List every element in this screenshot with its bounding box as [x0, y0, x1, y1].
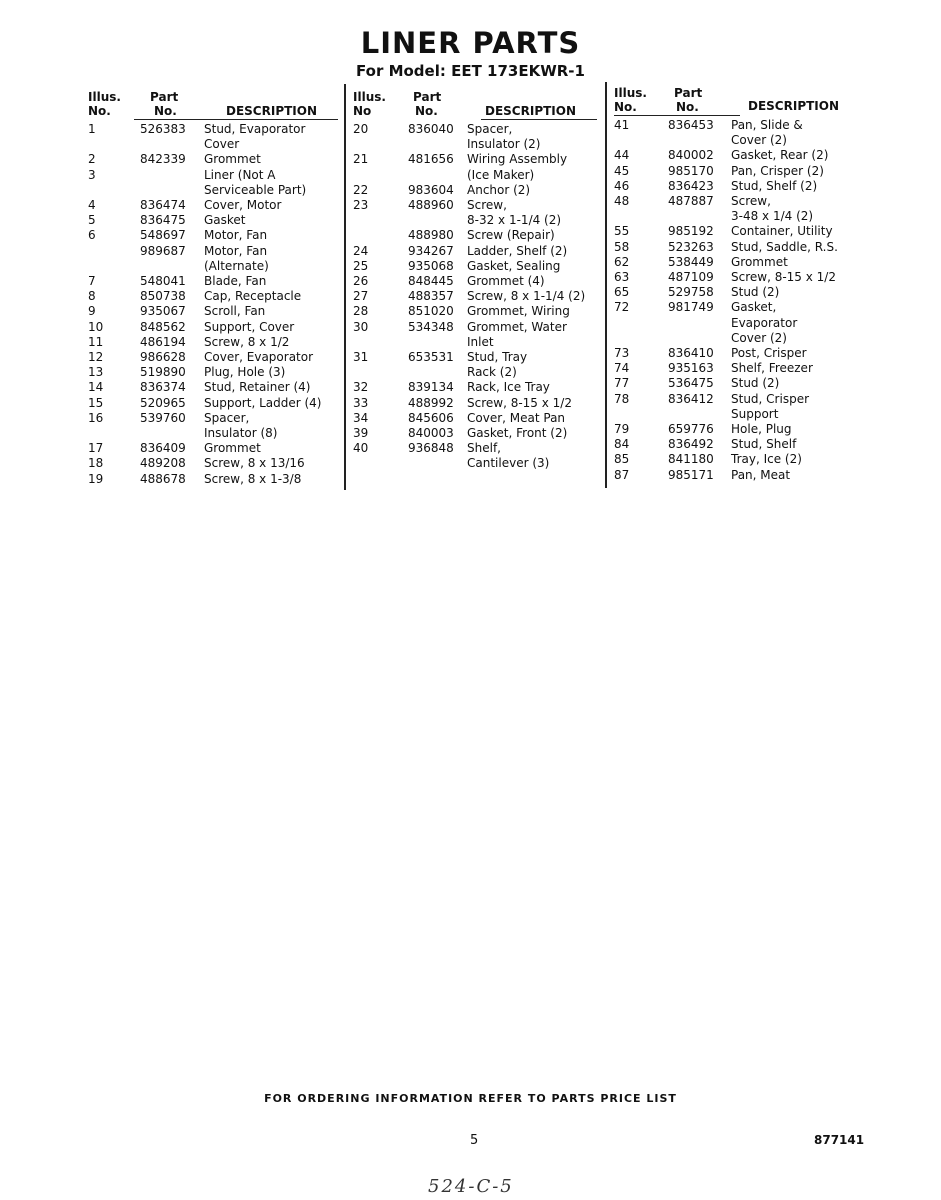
part-number: 840002 [668, 148, 714, 163]
table-row [88, 244, 340, 274]
illus-number: 55 [614, 224, 630, 239]
illus-number: 78 [614, 391, 630, 406]
part-number: 836410 [668, 346, 714, 361]
illus-number: 32 [353, 380, 369, 395]
part-description: Anchor (2) [467, 182, 531, 197]
part-number: 481656 [408, 152, 454, 167]
part-number: 538449 [668, 254, 714, 269]
part-description: Gasket, Front (2) [467, 426, 568, 441]
part-number: 489208 [140, 456, 186, 471]
illus-number: 16 [88, 410, 104, 425]
part-number: 986628 [140, 350, 186, 365]
document-number: 877141 [814, 1133, 865, 1147]
illus-number: 8 [88, 289, 96, 304]
illus-number: 39 [353, 426, 369, 441]
parts-column-3 [614, 82, 854, 483]
part-description: Blade, Fan [204, 274, 267, 289]
part-description: Grommet [204, 441, 261, 456]
illus-number: 65 [614, 285, 630, 300]
part-number: 836423 [668, 178, 714, 193]
table-row [353, 411, 601, 426]
table-row [614, 255, 854, 270]
table-row [614, 452, 854, 467]
column-header [88, 86, 340, 120]
description-header: DESCRIPTION [226, 104, 318, 118]
illus-number: 72 [614, 300, 630, 315]
table-row [88, 380, 340, 395]
part-number: 840003 [408, 426, 454, 441]
illus-number: 7 [88, 274, 96, 289]
part-description: Grommet [731, 254, 788, 269]
illus-number: 1 [88, 122, 96, 136]
part-description: Pan, Meat [731, 467, 791, 482]
illus-number: 44 [614, 148, 630, 163]
part-number: 836474 [140, 198, 186, 213]
table-row [353, 183, 601, 198]
part-description: Shelf, Cantilever (3) [467, 441, 550, 471]
part-description: Cover, Motor [204, 198, 282, 213]
table-row [353, 441, 601, 471]
part-description: Stud, Tray Rack (2) [467, 350, 528, 380]
part-number: 842339 [140, 152, 186, 167]
table-row [88, 168, 340, 198]
model-subtitle: For Model: EET 173EKWR-1 [356, 62, 585, 80]
part-description: Grommet, Water Inlet [467, 319, 567, 349]
illus-number: 5 [88, 213, 96, 228]
part-number: 520965 [140, 395, 186, 410]
table-row [614, 148, 854, 163]
part-description: Cover, Evaporator [204, 350, 314, 365]
illus-number: 15 [88, 395, 104, 410]
illus-number: 6 [88, 228, 96, 243]
part-description: Stud, Saddle, R.S. [731, 239, 838, 254]
part-number: 653531 [408, 350, 454, 365]
part-number: 488357 [408, 289, 454, 304]
table-row [614, 224, 854, 239]
illus-number: 9 [88, 304, 96, 319]
table-row [353, 350, 601, 380]
illus-number: 14 [88, 380, 104, 395]
illus-number: 33 [353, 395, 369, 410]
part-description: Pan, Slide & Cover (2) [731, 118, 803, 148]
part-description: Screw, 8 x 1-1/4 (2) [467, 289, 586, 304]
part-number: 488980 [408, 228, 454, 243]
table-row [614, 179, 854, 194]
part-number: 548697 [140, 228, 186, 243]
illus-number: 77 [614, 376, 630, 391]
part-description: Gasket [204, 213, 246, 228]
part-description: Motor, Fan [204, 228, 268, 243]
part-description: Stud, Shelf (2) [731, 178, 818, 193]
illus-number: 31 [353, 350, 369, 365]
part-number: 523263 [668, 239, 714, 254]
illus-number: 20 [353, 122, 369, 136]
part-number: 488678 [140, 471, 186, 486]
table-row [614, 361, 854, 376]
part-description: Rack, Ice Tray [467, 380, 550, 395]
illus-number: 27 [353, 289, 369, 304]
part-number: 936848 [408, 441, 454, 456]
part-description: Stud (2) [731, 376, 780, 391]
table-row [88, 198, 340, 213]
part-number: 539760 [140, 410, 186, 425]
illus-number: 73 [614, 346, 630, 361]
part-description: Pan, Crisper (2) [731, 163, 824, 178]
part-number: 536475 [668, 376, 714, 391]
part-description: Spacer, Insulator (8) [204, 410, 278, 441]
part-no-header: No. [154, 104, 177, 118]
table-row [88, 441, 340, 456]
part-description: Tray, Ice (2) [731, 452, 802, 467]
illus-number: 85 [614, 452, 630, 467]
part-description: Grommet [204, 152, 261, 167]
part-number: 534348 [408, 319, 454, 334]
part-description: Grommet, Wiring [467, 304, 570, 319]
part-description: Screw (Repair) [467, 228, 555, 243]
part-description: Post, Crisper [731, 346, 807, 361]
part-number: 487887 [668, 194, 714, 209]
parts-column-2 [353, 86, 601, 472]
illus-no-header: No. [614, 100, 637, 114]
table-row [88, 396, 340, 411]
part-description: Cap, Receptacle [204, 289, 302, 304]
table-row [614, 468, 854, 483]
part-number: 836475 [140, 213, 186, 228]
parts-list [353, 122, 601, 472]
part-number: 989687 [140, 243, 186, 258]
illus-number: 63 [614, 270, 630, 285]
part-description: Support, Cover [204, 319, 295, 334]
illus-number: 87 [614, 467, 630, 482]
table-row [614, 376, 854, 391]
illus-number: 23 [353, 198, 369, 213]
illus-number: 4 [88, 198, 96, 213]
part-description: Cover, Meat Pan [467, 410, 566, 425]
table-row [353, 396, 601, 411]
part-description: Stud, Retainer (4) [204, 380, 311, 395]
part-number: 935067 [140, 304, 186, 319]
part-description: Screw, 8 x 1/2 [204, 334, 290, 349]
part-number: 488960 [408, 198, 454, 213]
part-number: 985170 [668, 163, 714, 178]
part-header: Part [150, 90, 179, 104]
illus-number: 2 [88, 152, 96, 167]
illus-number: 40 [353, 441, 369, 456]
part-number: 529758 [668, 285, 714, 300]
parts-column-1 [88, 86, 340, 487]
table-row [88, 228, 340, 243]
illus-number: 17 [88, 441, 104, 456]
table-row [614, 240, 854, 255]
illus-number: 12 [88, 350, 104, 365]
table-row [88, 456, 340, 471]
illus-number: 11 [88, 334, 104, 349]
page-number: 5 [470, 1133, 479, 1148]
part-description: Screw, 8-15 x 1/2 [467, 395, 572, 410]
part-description: Spacer, Insulator (2) [467, 122, 541, 152]
illus-number: 62 [614, 254, 630, 269]
illus-number: 79 [614, 422, 630, 437]
part-number: 935163 [668, 361, 714, 376]
table-row [353, 259, 601, 274]
table-row [353, 426, 601, 441]
table-row [614, 392, 854, 422]
table-row [88, 365, 340, 380]
part-number: 486194 [140, 334, 186, 349]
illus-number: 45 [614, 163, 630, 178]
part-description: Container, Utility [731, 224, 833, 239]
table-row [614, 285, 854, 300]
table-row [88, 304, 340, 319]
illus-header: Illus. [353, 90, 386, 104]
table-row [88, 289, 340, 304]
part-number: 836412 [668, 391, 714, 406]
parts-list [614, 118, 854, 483]
illus-number: 18 [88, 456, 104, 471]
illus-no-header: No. [88, 104, 111, 118]
part-number: 548041 [140, 274, 186, 289]
part-description: Scroll, Fan [204, 304, 266, 319]
part-description: Screw, 8-15 x 1/2 [731, 270, 836, 285]
illus-header: Illus. [614, 86, 647, 100]
illus-number: 22 [353, 182, 369, 197]
illus-number: 58 [614, 239, 630, 254]
part-description: Shelf, Freezer [731, 361, 813, 376]
table-row [353, 152, 601, 182]
table-row [88, 320, 340, 335]
part-number: 839134 [408, 380, 454, 395]
part-number: 850738 [140, 289, 186, 304]
illus-number: 41 [614, 118, 630, 132]
illus-number: 34 [353, 410, 369, 425]
table-row [614, 437, 854, 452]
table-row [353, 244, 601, 259]
table-row [614, 270, 854, 285]
ordering-note: FOR ORDERING INFORMATION REFER TO PARTS PRICE LIST [264, 1092, 677, 1105]
illus-number: 13 [88, 365, 104, 380]
part-description: Screw, 8 x 1-3/8 [204, 471, 302, 486]
part-number: 836453 [668, 118, 714, 132]
table-row [88, 411, 340, 441]
part-no-header: No. [676, 100, 699, 114]
table-row [353, 380, 601, 395]
part-description: Stud (2) [731, 285, 780, 300]
table-row [353, 198, 601, 228]
table-row [88, 274, 340, 289]
part-number: 841180 [668, 452, 714, 467]
illus-number: 28 [353, 304, 369, 319]
part-number: 836492 [668, 437, 714, 452]
part-description: Ladder, Shelf (2) [467, 243, 568, 258]
column-header [353, 86, 601, 120]
part-description: Hole, Plug [731, 422, 792, 437]
table-row [88, 335, 340, 350]
illus-number: 84 [614, 437, 630, 452]
part-number: 848445 [408, 274, 454, 289]
part-description: Liner (Not A Serviceable Part) [204, 167, 307, 197]
part-number: 836040 [408, 122, 454, 136]
illus-number: 46 [614, 178, 630, 193]
part-number: 487109 [668, 270, 714, 285]
part-description: Gasket, Sealing [467, 258, 561, 273]
description-header: DESCRIPTION [485, 104, 577, 118]
part-number: 934267 [408, 243, 454, 258]
table-row [353, 289, 601, 304]
part-description: Stud, Shelf [731, 437, 797, 452]
illus-number: 30 [353, 319, 369, 334]
illus-no-header: No [353, 104, 372, 118]
illus-number: 19 [88, 471, 104, 486]
part-number: 985192 [668, 224, 714, 239]
illus-header: Illus. [88, 90, 121, 104]
column-header [614, 82, 854, 116]
part-number: 985171 [668, 467, 714, 482]
part-description: Grommet (4) [467, 274, 545, 289]
part-number: 526383 [140, 122, 186, 136]
part-description: Motor, Fan (Alternate) [204, 243, 269, 273]
part-number: 981749 [668, 300, 714, 315]
table-row [353, 122, 601, 152]
part-number: 836409 [140, 441, 186, 456]
table-row [88, 350, 340, 365]
part-description: Support, Ladder (4) [204, 395, 322, 410]
part-number: 983604 [408, 182, 454, 197]
table-row [88, 152, 340, 167]
table-row [353, 304, 601, 319]
table-row [353, 274, 601, 289]
table-row [614, 300, 854, 346]
part-number: 851020 [408, 304, 454, 319]
illus-number: 26 [353, 274, 369, 289]
table-row [614, 164, 854, 179]
illus-number: 74 [614, 361, 630, 376]
illus-number: 48 [614, 194, 630, 209]
table-row [614, 194, 854, 224]
table-row [614, 422, 854, 437]
illus-number: 24 [353, 243, 369, 258]
part-header: Part [674, 86, 703, 100]
part-description: Screw, 3-48 x 1/4 (2) [731, 194, 814, 224]
table-row [614, 118, 854, 148]
table-row [88, 472, 340, 487]
table-row [353, 320, 601, 350]
part-number: 488992 [408, 395, 454, 410]
part-description: Stud, Evaporator Cover [204, 122, 306, 152]
part-description: Screw, 8-32 x 1-1/4 (2) [467, 198, 562, 228]
part-number: 848562 [140, 319, 186, 334]
part-number: 836374 [140, 380, 186, 395]
part-description: Gasket, Rear (2) [731, 148, 829, 163]
page-title: LINER PARTS [360, 26, 581, 60]
handwritten-note: 524-C-5 [428, 1176, 514, 1197]
part-number: 519890 [140, 365, 186, 380]
part-description: Wiring Assembly (Ice Maker) [467, 152, 568, 182]
illus-number: 10 [88, 319, 104, 334]
part-description: Gasket, Evaporator Cover (2) [731, 300, 798, 345]
part-number: 845606 [408, 410, 454, 425]
parts-list [88, 122, 340, 487]
table-row [88, 122, 340, 152]
table-row [353, 228, 601, 243]
part-no-header: No. [415, 104, 438, 118]
description-header: DESCRIPTION [748, 99, 840, 113]
table-row [88, 213, 340, 228]
illus-number: 21 [353, 152, 369, 167]
illus-number: 25 [353, 258, 369, 273]
part-description: Stud, Crisper Support [731, 391, 810, 421]
part-description: Screw, 8 x 13/16 [204, 456, 305, 471]
part-number: 935068 [408, 258, 454, 273]
part-number: 659776 [668, 422, 714, 437]
part-header: Part [413, 90, 442, 104]
part-description: Plug, Hole (3) [204, 365, 286, 380]
table-row [614, 346, 854, 361]
illus-number: 3 [88, 167, 96, 182]
